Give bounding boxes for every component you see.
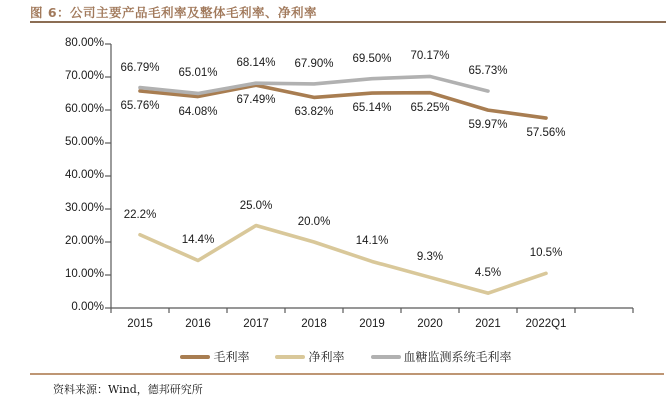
data-label: 67.90% <box>294 57 334 70</box>
y-axis-tick-label: 50.00% <box>64 136 104 148</box>
data-label: 69.50% <box>352 52 392 65</box>
data-label: 4.5% <box>474 267 502 280</box>
y-axis-tick-label: 40.00% <box>64 169 104 181</box>
data-label: 63.82% <box>294 106 334 119</box>
x-axis-tick-label: 2022Q1 <box>525 318 567 330</box>
data-label: 65.25% <box>410 101 450 114</box>
data-label: 65.01% <box>178 67 218 80</box>
y-axis-tick-label: 80.00% <box>64 37 104 49</box>
legend-swatch <box>275 355 305 359</box>
data-label: 57.56% <box>526 127 566 140</box>
y-axis-tick-label: 70.00% <box>64 70 104 82</box>
data-label: 59.97% <box>468 119 508 132</box>
legend-swatch <box>180 355 210 359</box>
x-axis-tick-label: 2015 <box>127 318 153 330</box>
legend-label: 毛利率 <box>213 350 250 364</box>
figure-title: 图 6：公司主要产品毛利率及整体毛利率、净利率 <box>30 5 318 20</box>
y-axis-tick-label: 60.00% <box>64 103 104 115</box>
data-label: 9.3% <box>416 251 444 264</box>
data-label: 20.0% <box>297 216 331 228</box>
y-axis-tick-label: 30.00% <box>64 202 104 214</box>
data-label: 65.76% <box>120 99 160 112</box>
data-label: 14.4% <box>181 234 215 247</box>
data-label: 66.79% <box>120 61 160 74</box>
legend-label: 血糖监测系统毛利率 <box>403 350 512 364</box>
data-label: 67.49% <box>236 94 276 107</box>
x-axis-tick-label: 2017 <box>243 318 269 330</box>
data-label: 65.73% <box>468 65 508 78</box>
legend-item-毛利率 <box>180 348 249 365</box>
data-label: 64.08% <box>178 105 218 118</box>
y-axis-tick-label: 10.00% <box>64 268 104 280</box>
source-note: 资料来源：Wind，德邦研究所 <box>53 383 203 396</box>
chart-legend <box>86 348 606 365</box>
data-label: 22.2% <box>123 208 157 221</box>
x-axis-tick-label: 2016 <box>185 318 211 330</box>
data-label: 14.1% <box>355 235 389 248</box>
legend-label: 净利率 <box>308 350 345 364</box>
data-label: 70.17% <box>410 50 450 63</box>
x-axis-tick-label: 2021 <box>475 318 501 330</box>
x-axis-tick-label: 2019 <box>359 318 385 330</box>
legend-swatch <box>371 355 401 359</box>
y-axis-tick-label: 20.00% <box>64 235 104 247</box>
data-label: 10.5% <box>529 247 563 260</box>
footer-divider <box>30 373 664 375</box>
legend-item-血糖监测系统毛利率 <box>371 348 512 365</box>
y-axis-tick-label: 0.00% <box>71 301 104 313</box>
x-axis-tick-label: 2018 <box>301 318 327 330</box>
x-axis-tick-label: 2020 <box>417 318 443 330</box>
data-label: 65.14% <box>352 102 392 115</box>
data-label: 68.14% <box>236 57 276 70</box>
data-label: 25.0% <box>239 199 273 212</box>
legend-item-净利率 <box>275 348 344 365</box>
